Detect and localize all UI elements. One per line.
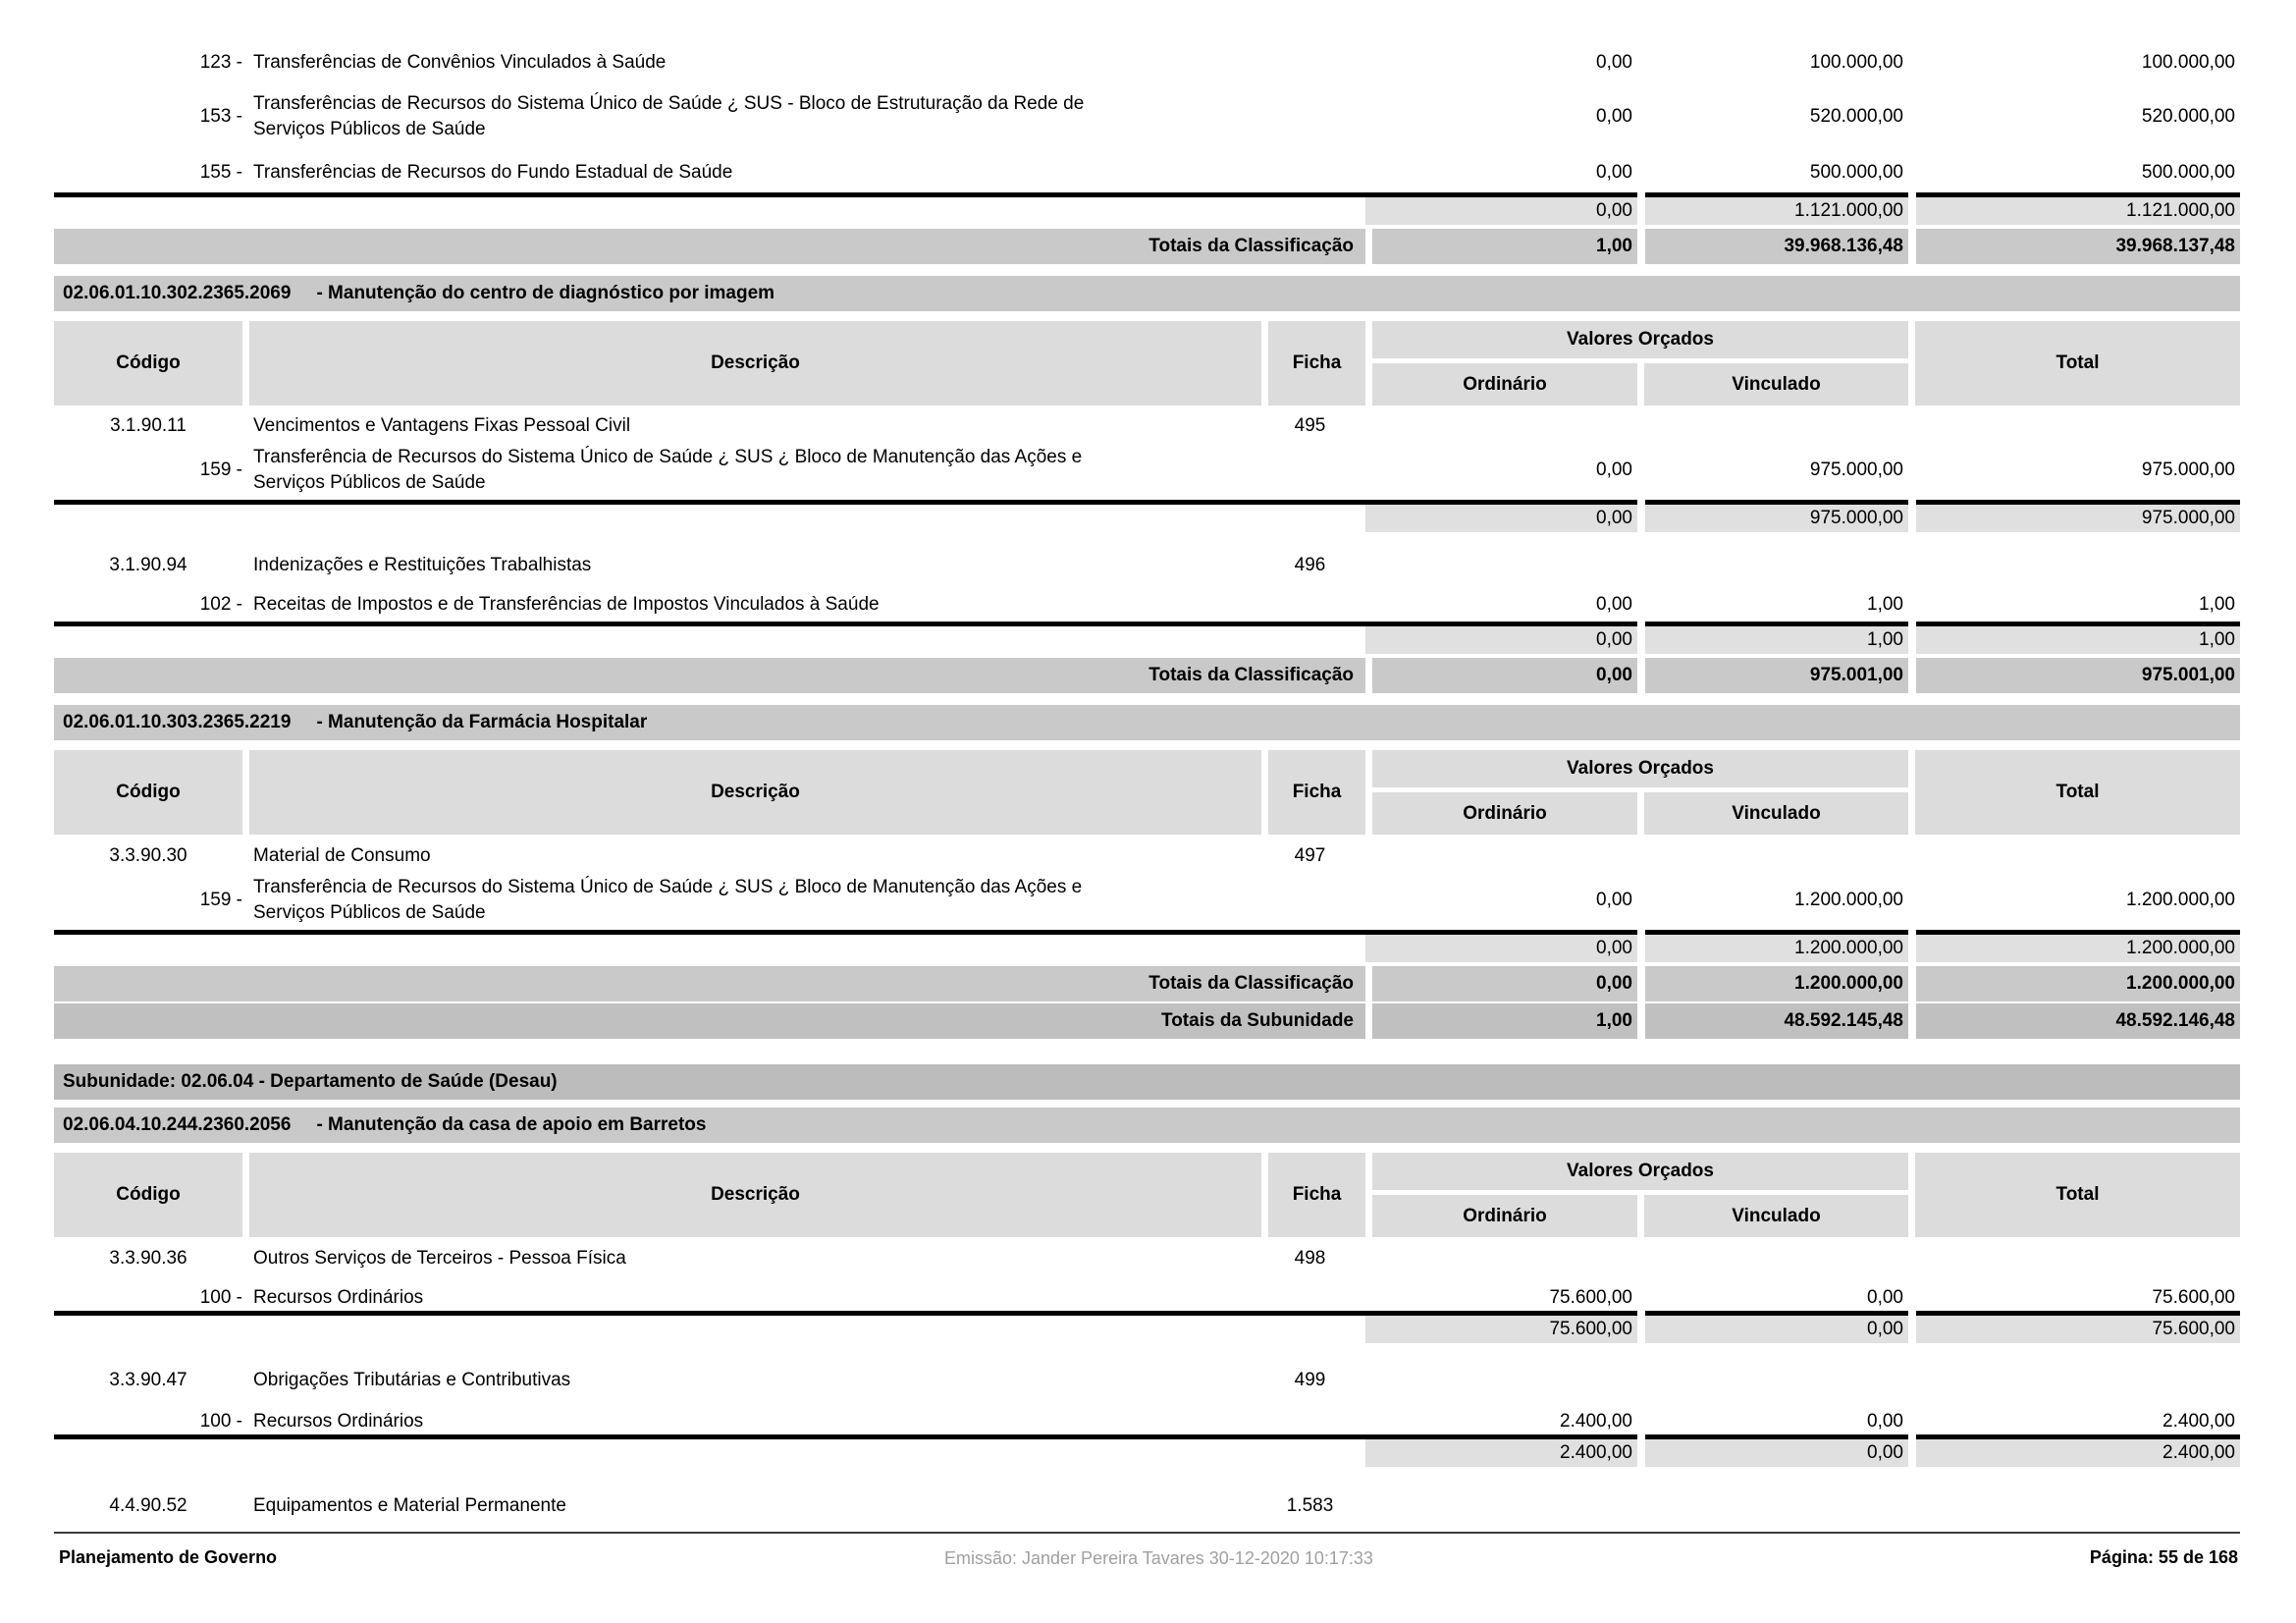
action-header-band bbox=[54, 705, 2240, 740]
fund-description: Recursos Ordinários bbox=[253, 1411, 424, 1432]
column-header-valores-orcados: Valores Orçados bbox=[1372, 750, 1908, 787]
total-value: 1.200.000,00 bbox=[2126, 890, 2235, 910]
fund-code: 100 - bbox=[199, 1287, 242, 1308]
fund-description-text: Transferência de Recursos do Sistema Único de Saúde ¿ SUS ¿ Bloco de Manutenção das Ações e Serviços Públicos de Saúde bbox=[253, 877, 1083, 923]
subunit-total-label: Totais da Subunidade bbox=[54, 1003, 1365, 1039]
column-header-total: Total bbox=[1915, 321, 2240, 406]
item-description: Indenizações e Restituições Trabalhistas bbox=[253, 555, 592, 575]
fund-row bbox=[54, 49, 2240, 77]
ordinario-value: 0,00 bbox=[1596, 162, 1632, 183]
column-header-ordinario: Ordinário bbox=[1372, 1195, 1637, 1237]
subunit-total-total: 48.592.146,48 bbox=[1916, 1003, 2240, 1039]
fund-row bbox=[54, 874, 2240, 927]
fund-row bbox=[54, 159, 2240, 187]
subtotal-spacer bbox=[54, 1311, 1365, 1343]
action-code: 02.06.01.10.303.2365.2219 bbox=[63, 712, 292, 732]
vinculado-value: 975.000,00 bbox=[1809, 460, 1903, 480]
ficha-number: 1.583 bbox=[1286, 1495, 1334, 1516]
subtotal-ordinario: 0,00 bbox=[1365, 192, 1637, 225]
action-title: - Manutenção da casa de apoio em Barretos bbox=[316, 1114, 707, 1135]
column-header-descricao: Descrição bbox=[249, 750, 1261, 835]
fund-code: 123 - bbox=[199, 52, 242, 73]
column-header-valores-orcados: Valores Orçados bbox=[1372, 1153, 1908, 1190]
action-code: 02.06.04.10.244.2360.2056 bbox=[63, 1114, 292, 1135]
vinculado-value: 1.200.000,00 bbox=[1794, 890, 1903, 910]
subtotal-spacer bbox=[54, 622, 1365, 654]
fund-description: Recursos Ordinários bbox=[253, 1287, 424, 1308]
fund-description: Transferências de Convênios Vinculados à Saúde bbox=[253, 52, 667, 73]
fund-description: Transferências de Recursos do Fundo Estadual de Saúde bbox=[253, 162, 733, 183]
ordinario-value: 0,00 bbox=[1596, 890, 1632, 910]
column-header-ficha: Ficha bbox=[1268, 1153, 1365, 1237]
subtotal-row bbox=[54, 1434, 2240, 1467]
vinculado-value: 520.000,00 bbox=[1809, 106, 1903, 127]
total-value: 520.000,00 bbox=[2141, 106, 2235, 127]
ordinario-value: 0,00 bbox=[1596, 594, 1632, 615]
item-description: Material de Consumo bbox=[253, 845, 431, 866]
fund-code: 159 - bbox=[199, 890, 242, 910]
fund-code: 155 - bbox=[199, 162, 242, 183]
item-description: Vencimentos e Vantagens Fixas Pessoal Civil bbox=[253, 415, 631, 436]
subunit-total-ordinario: 1,00 bbox=[1372, 1003, 1637, 1039]
classification-total-label: Totais da Classificação bbox=[54, 966, 1365, 1001]
subtotal-ordinario: 0,00 bbox=[1365, 500, 1637, 532]
fund-description bbox=[242, 875, 1261, 926]
ordinario-value: 0,00 bbox=[1596, 460, 1632, 480]
subtotal-row bbox=[54, 930, 2240, 962]
classification-total-vinculado: 975.001,00 bbox=[1645, 658, 1908, 693]
fund-row bbox=[54, 591, 2240, 619]
item-code: 4.4.90.52 bbox=[109, 1495, 187, 1516]
table-header bbox=[54, 321, 2240, 406]
column-header-valores-orcados: Valores Orçados bbox=[1372, 321, 1908, 358]
footer-report-name: Planejamento de Governo bbox=[59, 1547, 278, 1567]
ordinario-value: 0,00 bbox=[1596, 52, 1632, 73]
total-value: 1,00 bbox=[2199, 594, 2235, 615]
ordinario-value: 2.400,00 bbox=[1560, 1411, 1632, 1432]
action-code: 02.06.01.10.302.2365.2069 bbox=[63, 283, 292, 303]
column-header-codigo: Código bbox=[54, 750, 242, 835]
ficha-number: 496 bbox=[1294, 555, 1326, 575]
subtotal-ordinario: 2.400,00 bbox=[1365, 1434, 1637, 1467]
subunit-total-vinculado: 48.592.145,48 bbox=[1645, 1003, 1908, 1039]
column-header-ficha: Ficha bbox=[1268, 321, 1365, 406]
table-header bbox=[54, 1153, 2240, 1237]
classification-total-ordinario: 1,00 bbox=[1372, 229, 1637, 264]
subtotal-vinculado: 1.121.000,00 bbox=[1645, 192, 1908, 225]
subtotal-vinculado: 975.000,00 bbox=[1645, 500, 1908, 532]
fund-description-text: Transferências de Recursos do Sistema Único de Saúde ¿ SUS - Bloco de Estruturação da Rede de Serviços Públicos de Saúde bbox=[253, 93, 1085, 139]
subtotal-row bbox=[54, 622, 2240, 654]
total-value: 2.400,00 bbox=[2163, 1411, 2235, 1432]
fund-code: 159 - bbox=[199, 460, 242, 480]
column-header-codigo: Código bbox=[54, 321, 242, 406]
fund-row bbox=[54, 444, 2240, 497]
item-code: 3.1.90.94 bbox=[109, 555, 187, 575]
classification-total-ordinario: 0,00 bbox=[1372, 658, 1637, 693]
fund-row bbox=[54, 90, 2240, 143]
subtotal-ordinario: 0,00 bbox=[1365, 622, 1637, 654]
classification-total-label: Totais da Classificação bbox=[54, 229, 1365, 264]
item-code: 3.1.90.11 bbox=[110, 415, 187, 436]
classification-total-row bbox=[54, 658, 2240, 693]
column-header-total: Total bbox=[1915, 750, 2240, 835]
subtotal-spacer bbox=[54, 500, 1365, 532]
classification-total-row bbox=[54, 966, 2240, 1001]
vinculado-value: 100.000,00 bbox=[1809, 52, 1903, 73]
subtotal-total: 1.121.000,00 bbox=[1916, 192, 2240, 225]
item-row bbox=[54, 552, 2240, 579]
total-value: 100.000,00 bbox=[2141, 52, 2235, 73]
column-header-ficha: Ficha bbox=[1268, 750, 1365, 835]
footer-emission-info: Emissão: Jander Pereira Tavares 30-12-2020 10:17:33 bbox=[944, 1548, 1373, 1568]
action-title: - Manutenção do centro de diagnóstico por imagem bbox=[316, 283, 775, 303]
column-header-descricao: Descrição bbox=[249, 321, 1261, 406]
column-header-vinculado: Vinculado bbox=[1644, 792, 1908, 835]
subtotal-spacer bbox=[54, 192, 1365, 225]
fund-code: 153 - bbox=[199, 106, 242, 127]
subtotal-row bbox=[54, 192, 2240, 225]
column-header-total: Total bbox=[1915, 1153, 2240, 1237]
footer-divider bbox=[54, 1532, 2240, 1534]
item-row bbox=[54, 842, 2240, 870]
fund-description bbox=[242, 445, 1261, 496]
subtotal-vinculado: 0,00 bbox=[1645, 1434, 1908, 1467]
action-title: - Manutenção da Farmácia Hospitalar bbox=[316, 712, 648, 732]
fund-description-text: Transferência de Recursos do Sistema Único de Saúde ¿ SUS ¿ Bloco de Manutenção das Ações e Serviços Públicos de Saúde bbox=[253, 447, 1083, 493]
fund-row bbox=[54, 1284, 2240, 1312]
vinculado-value: 0,00 bbox=[1867, 1411, 1903, 1432]
action-header-band bbox=[54, 1108, 2240, 1143]
column-header-ordinario: Ordinário bbox=[1372, 363, 1637, 406]
column-header-vinculado: Vinculado bbox=[1644, 1195, 1908, 1237]
column-header-vinculado: Vinculado bbox=[1644, 363, 1908, 406]
vinculado-value: 0,00 bbox=[1867, 1287, 1903, 1308]
classification-total-row bbox=[54, 229, 2240, 264]
ficha-number: 498 bbox=[1294, 1248, 1326, 1269]
classification-total-vinculado: 39.968.136,48 bbox=[1645, 229, 1908, 264]
table-header bbox=[54, 750, 2240, 835]
item-row bbox=[54, 1245, 2240, 1272]
column-header-descricao: Descrição bbox=[249, 1153, 1261, 1237]
action-header-band bbox=[54, 276, 2240, 311]
column-header-ordinario: Ordinário bbox=[1372, 792, 1637, 835]
subunit-total-row bbox=[54, 1003, 2240, 1039]
subunit-band bbox=[54, 1064, 2240, 1100]
subtotal-total: 1,00 bbox=[1916, 622, 2240, 654]
fund-code: 100 - bbox=[199, 1411, 242, 1432]
fund-description bbox=[242, 91, 1261, 142]
ordinario-value: 75.600,00 bbox=[1549, 1287, 1632, 1308]
total-value: 975.000,00 bbox=[2141, 460, 2235, 480]
subtotal-vinculado: 0,00 bbox=[1645, 1311, 1908, 1343]
subtotal-spacer bbox=[54, 930, 1365, 962]
subtotal-total: 1.200.000,00 bbox=[1916, 930, 2240, 962]
classification-total-label: Totais da Classificação bbox=[54, 658, 1365, 693]
valores-orcados-group bbox=[1372, 321, 1908, 406]
subtotal-total: 2.400,00 bbox=[1916, 1434, 2240, 1467]
footer-page-number: Página: 55 de 168 bbox=[2089, 1547, 2238, 1567]
fund-description: Receitas de Impostos e de Transferências de Impostos Vinculados à Saúde bbox=[253, 594, 880, 615]
item-row bbox=[54, 1492, 2240, 1520]
ficha-number: 497 bbox=[1294, 845, 1326, 866]
subtotal-total: 975.000,00 bbox=[1916, 500, 2240, 532]
subunit-label: Subunidade: 02.06.04 - Departamento de Saúde (Desau) bbox=[63, 1071, 558, 1092]
valores-orcados-group bbox=[1372, 1153, 1908, 1237]
subtotal-ordinario: 75.600,00 bbox=[1365, 1311, 1637, 1343]
item-description: Obrigações Tributárias e Contributivas bbox=[253, 1370, 571, 1390]
classification-total-total: 39.968.137,48 bbox=[1916, 229, 2240, 264]
item-row bbox=[54, 412, 2240, 440]
classification-total-ordinario: 0,00 bbox=[1372, 966, 1637, 1001]
subtotal-total: 75.600,00 bbox=[1916, 1311, 2240, 1343]
ficha-number: 499 bbox=[1294, 1370, 1326, 1390]
ficha-number: 495 bbox=[1294, 415, 1326, 436]
subtotal-spacer bbox=[54, 1434, 1365, 1467]
item-description: Outros Serviços de Terceiros - Pessoa Física bbox=[253, 1248, 626, 1269]
classification-total-total: 1.200.000,00 bbox=[1916, 966, 2240, 1001]
subtotal-vinculado: 1,00 bbox=[1645, 622, 1908, 654]
subtotal-row bbox=[54, 1311, 2240, 1343]
item-row bbox=[54, 1367, 2240, 1394]
valores-orcados-group bbox=[1372, 750, 1908, 835]
item-code: 3.3.90.30 bbox=[109, 845, 187, 866]
subtotal-ordinario: 0,00 bbox=[1365, 930, 1637, 962]
subtotal-row bbox=[54, 500, 2240, 532]
vinculado-value: 1,00 bbox=[1867, 594, 1903, 615]
vinculado-value: 500.000,00 bbox=[1809, 162, 1903, 183]
classification-total-vinculado: 1.200.000,00 bbox=[1645, 966, 1908, 1001]
item-code: 3.3.90.47 bbox=[109, 1370, 187, 1390]
subtotal-vinculado: 1.200.000,00 bbox=[1645, 930, 1908, 962]
fund-row bbox=[54, 1408, 2240, 1435]
item-description: Equipamentos e Material Permanente bbox=[253, 1495, 566, 1516]
fund-code: 102 - bbox=[199, 594, 242, 615]
footer bbox=[54, 1543, 2240, 1573]
item-code: 3.3.90.36 bbox=[109, 1248, 187, 1269]
column-header-codigo: Código bbox=[54, 1153, 242, 1237]
total-value: 75.600,00 bbox=[2152, 1287, 2235, 1308]
ordinario-value: 0,00 bbox=[1596, 106, 1632, 127]
classification-total-total: 975.001,00 bbox=[1916, 658, 2240, 693]
total-value: 500.000,00 bbox=[2141, 162, 2235, 183]
